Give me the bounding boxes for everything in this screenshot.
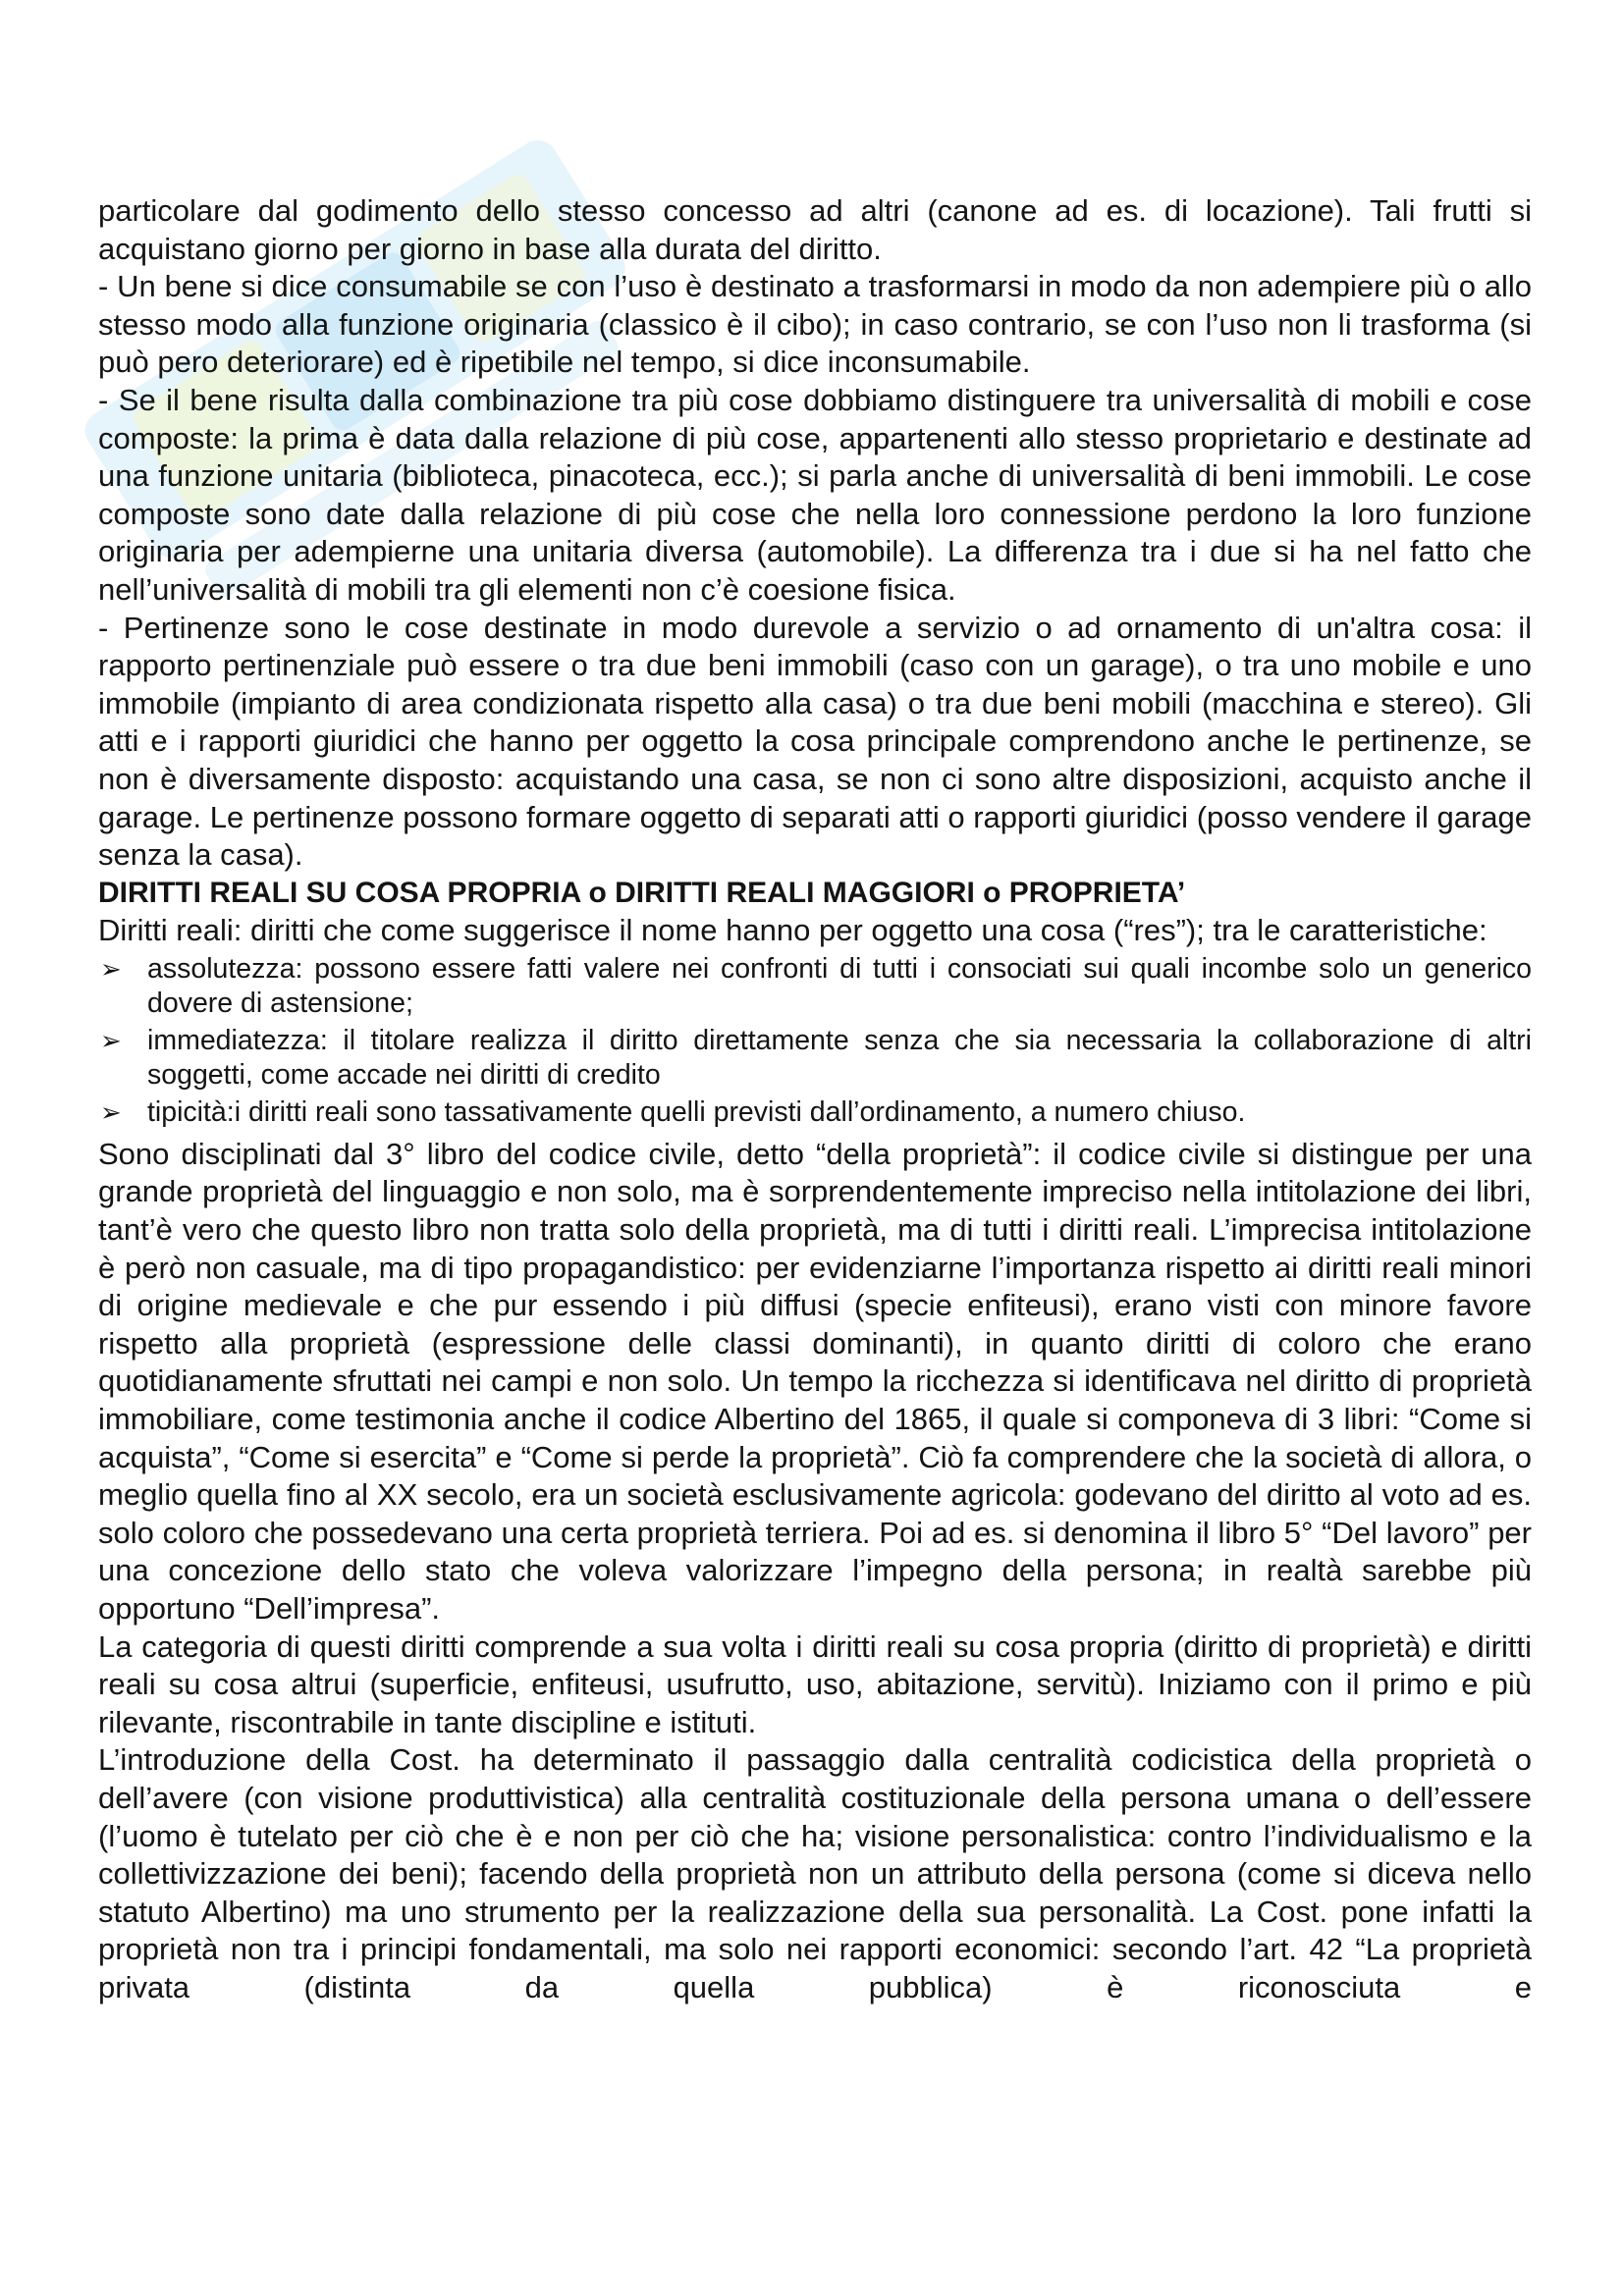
arrow-bullet-icon: ➢: [100, 1025, 122, 1055]
list-item-text: immediatezza: il titolare realizza il diritto direttamente senza che sia necessaria la collaborazione di altri soggetti, come accade nei diritti di credito: [147, 1024, 1532, 1091]
characteristics-list: [98, 952, 1532, 1130]
arrow-bullet-icon: ➢: [100, 1096, 122, 1127]
paragraph-intro: Diritti reali: diritti che come suggerisce il nome hanno per oggetto una cosa (“res”); tra le caratteristiche:: [98, 913, 1488, 948]
section-heading: DIRITTI REALI SU COSA PROPRIA o DIRITTI REALI MAGGIORI o PROPRIETA’: [98, 876, 1186, 909]
list-item: [98, 952, 1532, 1021]
list-item: [98, 1095, 1532, 1130]
paragraph-pertinenze: - Pertinenze sono le cose destinate in modo durevole a servizio o ad ornamento di un'altra cosa: il rapporto pertinenziale può essere o tra due beni immobili (caso con un garage), o tra uno mobile e uno immobile (impianto di area condizionata rispetto alla casa) o tra due beni mobili (macchina e stereo). Gli atti e i rapporti giuridici che hanno per oggetto la cosa principale comprendono anche le pertinenze, se non è diversamente disposto: acquistando una casa, se non ci sono altre disposizioni, acquisto anche il garage. Le pertinenze possono formare oggetto di separati atti o rapporti giuridici (posso vendere il garage senza la casa).: [98, 610, 1532, 873]
paragraph-consumabile: - Un bene si dice consumabile se con l’uso è destinato a trasformarsi in modo da non adempiere più o allo stesso modo alla funzione originaria (classico è il cibo); in caso contrario, se con l’uso non li trasforma (si può pero deteriorare) ed è ripetibile nel tempo, si dice inconsumabile.: [98, 269, 1532, 380]
document-page: [98, 192, 1532, 2007]
list-item-text: assolutezza: possono essere fatti valere nei confronti di tutti i consociati sui quali incombe solo un generico dovere di astensione;: [147, 952, 1532, 1019]
paragraph-frutti: particolare dal godimento dello stesso concesso ad altri (canone ad es. di locazione). Tali frutti si acquistano giorno per giorno in base alla durata del diritto.: [98, 193, 1532, 266]
list-item: [98, 1024, 1532, 1093]
arrow-bullet-icon: ➢: [100, 953, 122, 984]
paragraph-universalita: - Se il bene risulta dalla combinazione tra più cose dobbiamo distinguere tra universalità di mobili e cose composte: la prima è data dalla relazione di più cose, appartenenti allo stesso proprietario e destinate ad una funzione unitaria (biblioteca, pinacoteca, ecc.); si parla anche di universalità di beni immobili. Le cose composte sono date dalla relazione di più cose che nella loro connessione perdono la loro funzione originaria per adempierne una unitaria diversa (automobile). La differenza tra i due si ha nel fatto che nell’universalità di mobili tra gli elementi non c’è coesione fisica.: [98, 382, 1532, 607]
list-item-text: tipicità:i diritti reali sono tassativamente quelli previsti dall’ordinamento, a numero chiuso.: [147, 1095, 1246, 1128]
paragraph-categoria: La categoria di questi diritti comprende a sua volta i diritti reali su cosa propria (diritto di proprietà) e diritti reali su cosa altrui (superficie, enfiteusi, usufrutto, uso, abitazione, servitù). Iniziamo con il primo e più rilevante, riscontrabile in tante discipline e istituti.: [98, 1629, 1532, 1739]
paragraph-libro-terzo: Sono disciplinati dal 3° libro del codice civile, detto “della proprietà”: il codice civile si distingue per una grande proprietà del linguaggio e non solo, ma è sorprendentemente impreciso nella intitolazione dei libri, tant’è vero che questo libro non tratta solo della proprietà, ma di tutti i diritti reali. L’imprecisa intitolazione è però non casuale, ma di tipo propagandistico: per evidenziarne l’importanza rispetto ai diritti reali minori di origine medievale e che pur essendo i più diffusi (specie enfiteusi), erano visti con minore favore rispetto alla proprietà (espressione delle classi dominanti), in quanto diritti di coloro che erano quotidianamente sfruttati nei campi e non solo. Un tempo la ricchezza si identificava nel diritto di proprietà immobiliare, come testimonia anche il codice Albertino del 1865, il quale si componeva di 3 libri: “Come si acquista”, “Come si esercita” e “Come si perde la proprietà”. Ciò fa comprendere che la società di allora, o meglio quella fino al XX secolo, era un società esclusivamente agricola: godevano del diritto al voto ad es. solo coloro che possedevano una certa proprietà terriera. Poi ad es. si denomina il libro 5° “Del lavoro” per una concezione dello stato che voleva valorizzare l’impegno della persona; in realtà sarebbe più opportuno “Dell’impresa”.: [98, 1136, 1532, 1626]
paragraph-costituzione: L’introduzione della Cost. ha determinato il passaggio dalla centralità codicistica della proprietà o dell’avere (con visione produttivistica) alla centralità costituzionale della persona umana o dell’essere (l’uomo è tutelato per ciò che è e non per ciò che ha; visione personalistica: contro l’individualismo e la collettivizzazione dei beni); facendo della proprietà non un attributo della persona (come si diceva nello statuto Albertino) ma uno strumento per la realizzazione della sua personalità. La Cost. pone infatti la proprietà non tra i principi fondamentali, ma solo nei rapporti economici: secondo l’art. 42 “La proprietà privata (distinta da quella pubblica) è riconosciuta e: [98, 1742, 1532, 2004]
